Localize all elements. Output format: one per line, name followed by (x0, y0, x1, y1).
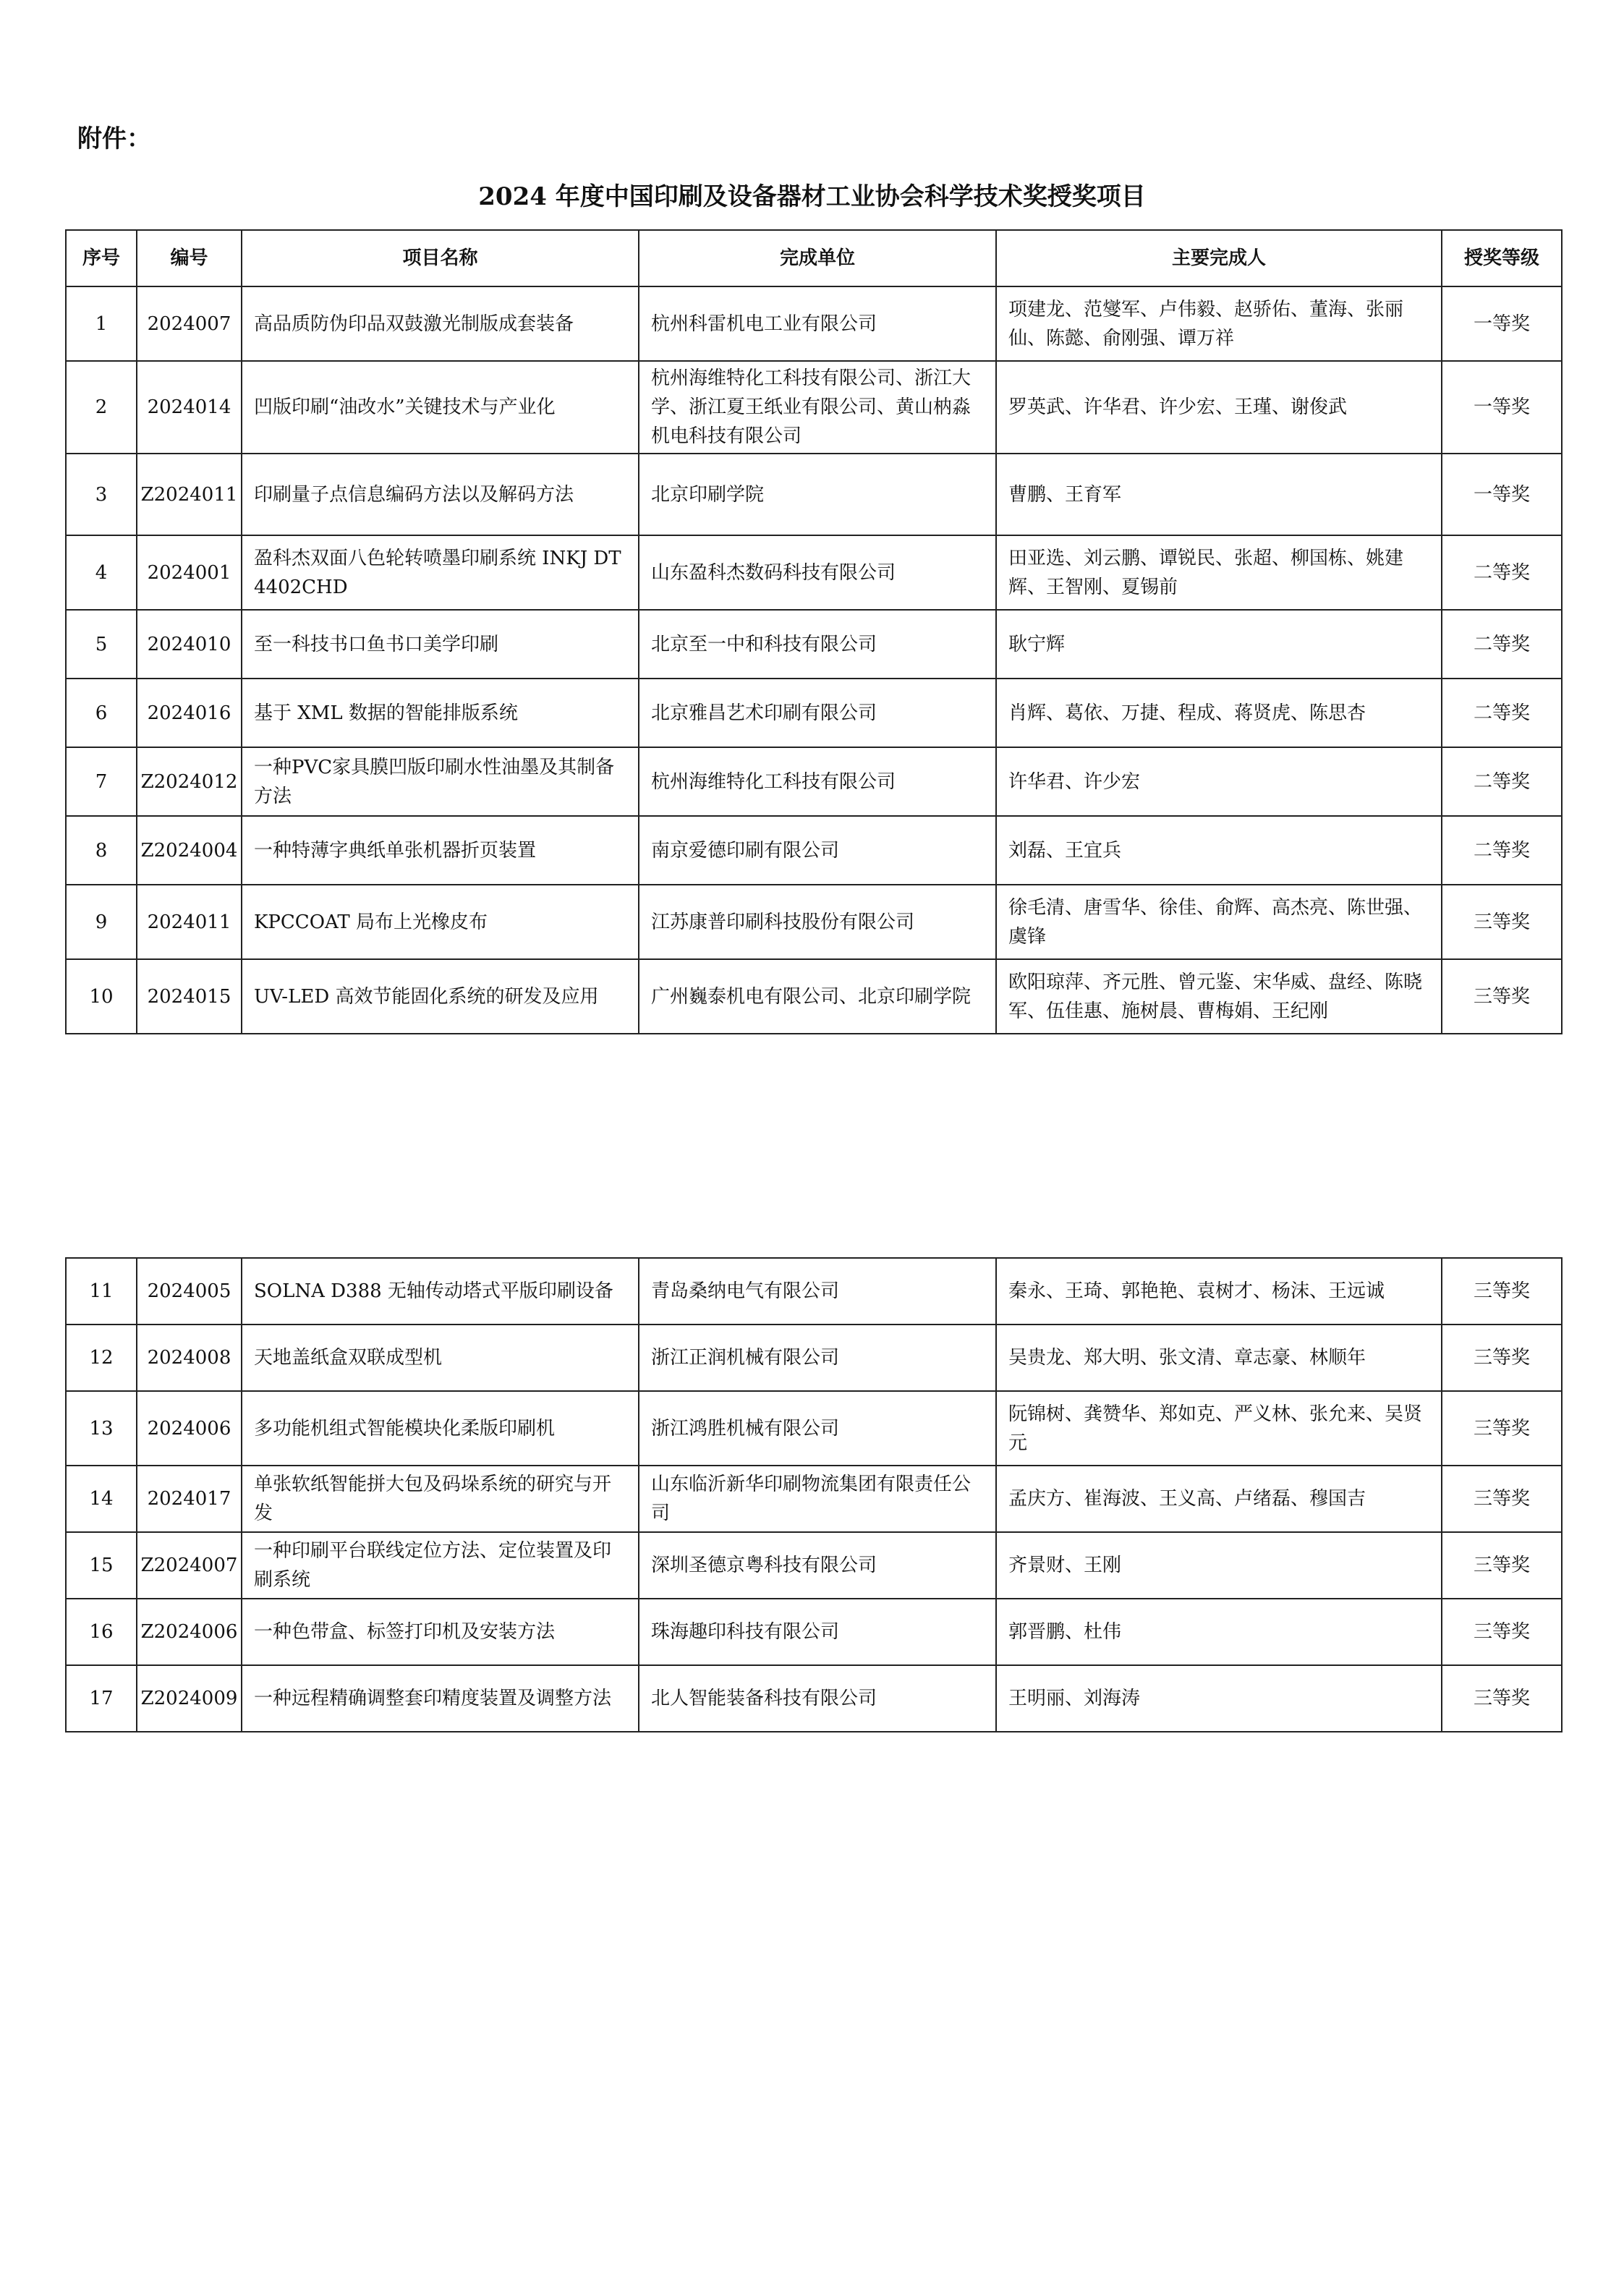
row-grade: 三等奖 (1442, 885, 1562, 959)
row-grade: 一等奖 (1442, 286, 1562, 361)
row-code: Z2024006 (137, 1599, 242, 1665)
row-persons: 吴贵龙、郑大明、张文清、章志豪、林顺年 (996, 1325, 1442, 1391)
row-persons: 田亚选、刘云鹏、谭锐民、张超、柳国栋、姚建辉、王智刚、夏锡前 (996, 535, 1442, 610)
row-persons: 王明丽、刘海涛 (996, 1665, 1442, 1732)
table-row (66, 1258, 1562, 1325)
table-header-row (66, 230, 1562, 286)
row-persons: 徐毛清、唐雪华、徐佳、俞辉、高杰亮、陈世强、虞锋 (996, 885, 1442, 959)
row-grade: 三等奖 (1442, 1325, 1562, 1391)
row-unit: 杭州海维特化工科技有限公司、浙江大学、浙江夏王纸业有限公司、黄山枘淼机电科技有限公司 (639, 361, 996, 454)
row-project: 凹版印刷“油改水”关键技术与产业化 (242, 361, 639, 454)
row-persons: 阮锦树、龚赞华、郑如克、严义林、张允来、吴贤元 (996, 1391, 1442, 1466)
row-project: 印刷量子点信息编码方法以及解码方法 (242, 454, 639, 535)
row-grade: 二等奖 (1442, 610, 1562, 679)
row-persons: 曹鹏、王育军 (996, 454, 1442, 535)
awards-table-part-1 (65, 229, 1563, 1034)
row-seq: 4 (66, 535, 137, 610)
row-code: 2024011 (137, 885, 242, 959)
row-seq: 15 (66, 1532, 137, 1599)
row-unit: 江苏康普印刷科技股份有限公司 (639, 885, 996, 959)
row-code: 2024017 (137, 1466, 242, 1532)
row-project: UV-LED 高效节能固化系统的研发及应用 (242, 959, 639, 1034)
row-unit: 深圳圣德京粤科技有限公司 (639, 1532, 996, 1599)
row-grade: 二等奖 (1442, 535, 1562, 610)
row-project: 一种远程精确调整套印精度装置及调整方法 (242, 1665, 639, 1732)
table-row (66, 747, 1562, 816)
row-project: KPCCOAT 局布上光橡皮布 (242, 885, 639, 959)
row-seq: 9 (66, 885, 137, 959)
row-persons: 耿宁辉 (996, 610, 1442, 679)
row-seq: 12 (66, 1325, 137, 1391)
row-unit: 青岛桑纳电气有限公司 (639, 1258, 996, 1325)
row-seq: 1 (66, 286, 137, 361)
table-row (66, 959, 1562, 1034)
row-code: 2024005 (137, 1258, 242, 1325)
row-project: 天地盖纸盒双联成型机 (242, 1325, 639, 1391)
row-persons: 郭晋鹏、杜伟 (996, 1599, 1442, 1665)
row-unit: 山东盈科杰数码科技有限公司 (639, 535, 996, 610)
row-grade: 三等奖 (1442, 1599, 1562, 1665)
row-persons: 秦永、王琦、郭艳艳、袁树才、杨沫、王远诚 (996, 1258, 1442, 1325)
row-unit: 浙江鸿胜机械有限公司 (639, 1391, 996, 1466)
table-row (66, 1391, 1562, 1466)
row-code: 2024016 (137, 679, 242, 747)
row-persons: 刘磊、王宜兵 (996, 816, 1442, 885)
row-seq: 10 (66, 959, 137, 1034)
row-persons: 许华君、许少宏 (996, 747, 1442, 816)
row-seq: 14 (66, 1466, 137, 1532)
row-unit: 珠海趣印科技有限公司 (639, 1599, 996, 1665)
table-row (66, 1466, 1562, 1532)
row-grade: 三等奖 (1442, 1532, 1562, 1599)
row-seq: 2 (66, 361, 137, 454)
row-unit: 浙江正润机械有限公司 (639, 1325, 996, 1391)
column-header-project: 项目名称 (242, 230, 639, 286)
row-persons: 罗英武、许华君、许少宏、王瑾、谢俊武 (996, 361, 1442, 454)
row-code: Z2024012 (137, 747, 242, 816)
row-project: 一种PVC家具膜凹版印刷水性油墨及其制备方法 (242, 747, 639, 816)
row-unit: 北京雅昌艺术印刷有限公司 (639, 679, 996, 747)
row-seq: 6 (66, 679, 137, 747)
row-grade: 一等奖 (1442, 454, 1562, 535)
row-code: Z2024011 (137, 454, 242, 535)
row-project: 单张软纸智能拼大包及码垛系统的研究与开发 (242, 1466, 639, 1532)
table-row (66, 885, 1562, 959)
row-seq: 17 (66, 1665, 137, 1732)
row-code: 2024006 (137, 1391, 242, 1466)
table-row (66, 1325, 1562, 1391)
row-project: 多功能机组式智能模块化柔版印刷机 (242, 1391, 639, 1466)
table-row (66, 1532, 1562, 1599)
row-unit: 北京至一中和科技有限公司 (639, 610, 996, 679)
table-row (66, 610, 1562, 679)
row-persons: 孟庆方、崔海波、王义高、卢绪磊、穆国吉 (996, 1466, 1442, 1532)
row-project: 高品质防伪印品双鼓激光制版成套装备 (242, 286, 639, 361)
table-row (66, 361, 1562, 454)
row-code: 2024008 (137, 1325, 242, 1391)
row-grade: 三等奖 (1442, 1665, 1562, 1732)
row-code: Z2024007 (137, 1532, 242, 1599)
table-row (66, 286, 1562, 361)
row-persons: 齐景财、王刚 (996, 1532, 1442, 1599)
awards-table-part-2 (65, 1257, 1563, 1732)
row-seq: 16 (66, 1599, 137, 1665)
column-header-seq: 序号 (66, 230, 137, 286)
row-grade: 二等奖 (1442, 747, 1562, 816)
row-code: 2024010 (137, 610, 242, 679)
attachment-label: 附件： (77, 124, 151, 153)
table-row (66, 816, 1562, 885)
row-grade: 一等奖 (1442, 361, 1562, 454)
row-code: 2024014 (137, 361, 242, 454)
row-project: SOLNA D388 无轴传动塔式平版印刷设备 (242, 1258, 639, 1325)
row-seq: 5 (66, 610, 137, 679)
column-header-persons: 主要完成人 (996, 230, 1442, 286)
row-code: Z2024004 (137, 816, 242, 885)
column-header-grade: 授奖等级 (1442, 230, 1562, 286)
table-row (66, 1599, 1562, 1665)
table-row (66, 679, 1562, 747)
table-row (66, 535, 1562, 610)
row-grade: 三等奖 (1442, 1258, 1562, 1325)
row-seq: 8 (66, 816, 137, 885)
row-project: 盈科杰双面八色轮转喷墨印刷系统 INKJ DT4402CHD (242, 535, 639, 610)
row-unit: 北人智能装备科技有限公司 (639, 1665, 996, 1732)
row-code: 2024007 (137, 286, 242, 361)
row-project: 至一科技书口鱼书口美学印刷 (242, 610, 639, 679)
row-code: Z2024009 (137, 1665, 242, 1732)
row-seq: 13 (66, 1391, 137, 1466)
row-seq: 11 (66, 1258, 137, 1325)
row-project: 一种特薄字典纸单张机器折页装置 (242, 816, 639, 885)
row-unit: 杭州海维特化工科技有限公司 (639, 747, 996, 816)
row-grade: 三等奖 (1442, 1391, 1562, 1466)
row-persons: 欧阳琼萍、齐元胜、曾元鉴、宋华威、盘经、陈晓军、伍佳惠、施树晨、曹梅娟、王纪刚 (996, 959, 1442, 1034)
table-row (66, 1665, 1562, 1732)
row-code: 2024001 (137, 535, 242, 610)
row-unit: 山东临沂新华印刷物流集团有限责任公司 (639, 1466, 996, 1532)
row-project: 一种印刷平台联线定位方法、定位装置及印刷系统 (242, 1532, 639, 1599)
row-unit: 北京印刷学院 (639, 454, 996, 535)
row-persons: 项建龙、范燮军、卢伟毅、赵骄佑、董海、张丽仙、陈懿、俞刚强、谭万祥 (996, 286, 1442, 361)
row-unit: 南京爱德印刷有限公司 (639, 816, 996, 885)
row-project: 基于 XML 数据的智能排版系统 (242, 679, 639, 747)
row-seq: 3 (66, 454, 137, 535)
column-header-unit: 完成单位 (639, 230, 996, 286)
row-grade: 二等奖 (1442, 816, 1562, 885)
column-header-code: 编号 (137, 230, 242, 286)
document-title: 2024 年度中国印刷及设备器材工业协会科学技术奖授奖项目 (478, 182, 1146, 211)
row-grade: 三等奖 (1442, 1466, 1562, 1532)
row-grade: 二等奖 (1442, 679, 1562, 747)
row-code: 2024015 (137, 959, 242, 1034)
row-unit: 杭州科雷机电工业有限公司 (639, 286, 996, 361)
table-row (66, 454, 1562, 535)
row-unit: 广州巍泰机电有限公司、北京印刷学院 (639, 959, 996, 1034)
row-persons: 肖辉、葛依、万捷、程成、蒋贤虎、陈思杏 (996, 679, 1442, 747)
row-seq: 7 (66, 747, 137, 816)
row-project: 一种色带盒、标签打印机及安装方法 (242, 1599, 639, 1665)
row-grade: 三等奖 (1442, 959, 1562, 1034)
